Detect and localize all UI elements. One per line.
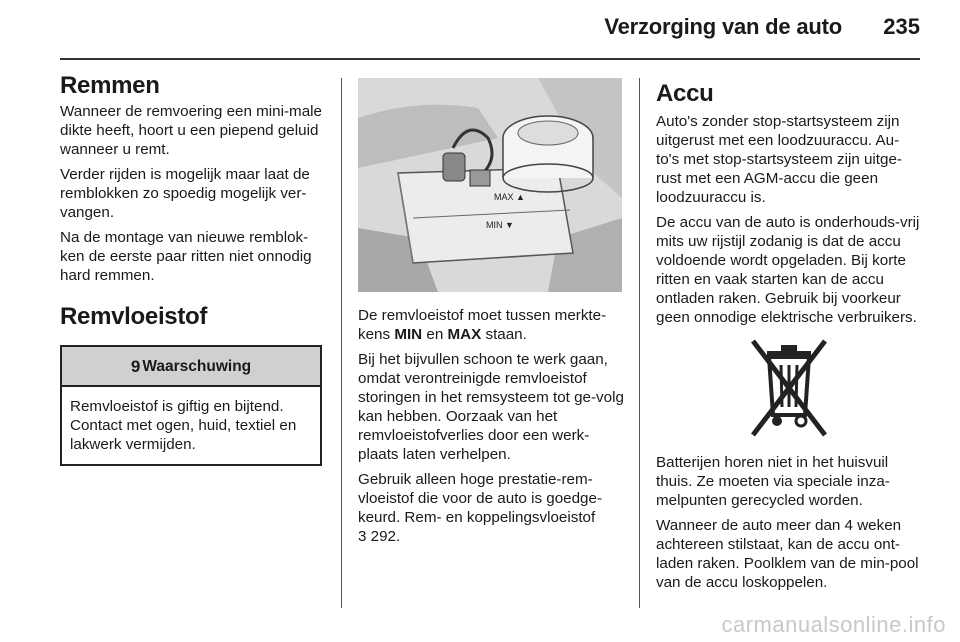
min-label: MIN ▼	[486, 220, 514, 230]
paragraph-verder-rijden: Verder rijden is mogelijk maar laat de remblokken zo spoedig mogelijk ver-vangen.	[60, 166, 310, 221]
max-mark: MAX	[447, 326, 482, 343]
paragraph-loodzuuraccu: Auto's zonder stop-startsysteem zijn uitgerust met een loodzuuraccu. Au-to's met stop-startsysteem zijn uitge-rust met een AGM-accu die geen loodzuuraccu is.	[656, 113, 902, 206]
heading-remvloeistof: Remvloeistof	[60, 303, 208, 330]
page-reference-link[interactable]: 3 292.	[358, 528, 401, 545]
paragraph-stilstaat: Wanneer de auto meer dan 4 weken achtereen stilstaat, kan de accu ont-laden raken. Poolklem van de min-pool van de accu loskoppelen.	[656, 517, 919, 591]
paragraph-bijvullen: Bij het bijvullen schoon te werk gaan, omdat verontreinigde remvloeistof storingen in het remsysteem tot ge-volg kan hebben. Oorzaak van het remvloeistofverlies door een werk-plaats laten verhelpen.	[358, 351, 624, 463]
section-title: Verzorging van de auto	[604, 14, 842, 39]
column-2	[358, 78, 624, 552]
column-divider-2	[639, 78, 640, 608]
crossed-bin-icon	[749, 337, 829, 441]
header-rule	[60, 58, 920, 60]
column-3	[656, 80, 922, 598]
watermark: carmanualsonline.info	[721, 612, 946, 637]
paragraph-onderhoudsvrij: De accu van de auto is onderhouds-vrij mits uw rijstijl zodanig is dat de accu voldoende wordt opgeladen. Bij korte ritten en vaak starten kan de accu ontladen raken. Gebruik bij voorkeur geen onnodige elektrische verbruikers.	[656, 214, 920, 326]
paragraph-prestatie: Gebruik alleen hoge prestatie-rem-vloeistof die voor de auto is goedge-keurd. Rem- en koppelingsvloeistof 3 292.	[358, 471, 603, 545]
min-mark: MIN	[394, 326, 423, 343]
warning-title: Waarschuwing	[142, 357, 252, 375]
warning-box	[60, 345, 322, 466]
warning-text: Remvloeistof is giftig en bijtend. Contact met ogen, huid, textiel en lakwerk vermijden.	[70, 398, 297, 453]
column-divider-1	[341, 78, 342, 608]
column-1	[60, 72, 326, 466]
warning-header	[62, 347, 320, 387]
warning-icon: 9	[130, 356, 141, 376]
max-label: MAX ▲	[494, 192, 525, 202]
page-header	[0, 0, 960, 60]
heading-accu: Accu	[656, 80, 714, 107]
paragraph-huisvuil: Batterijen horen niet in het huisvuil thuis. Ze moeten via speciale inza-melpunten gerecycled worden.	[656, 454, 890, 509]
page-number: 235	[883, 14, 920, 39]
heading-remmen: Remmen	[60, 72, 160, 99]
paragraph-montage: Na de montage van nieuwe remblok-ken de eerste paar ritten niet onnodig hard remmen.	[60, 229, 312, 284]
paragraph-remvoering: Wanneer de remvoering een mini-male dikte heeft, hoort u een piepend geluid wanneer u remt.	[60, 103, 322, 158]
brake-fluid-reservoir-image	[358, 78, 622, 292]
paragraph-min-max: De remvloeistof moet tussen merkte-kens MIN en MAX staan.	[358, 307, 607, 343]
